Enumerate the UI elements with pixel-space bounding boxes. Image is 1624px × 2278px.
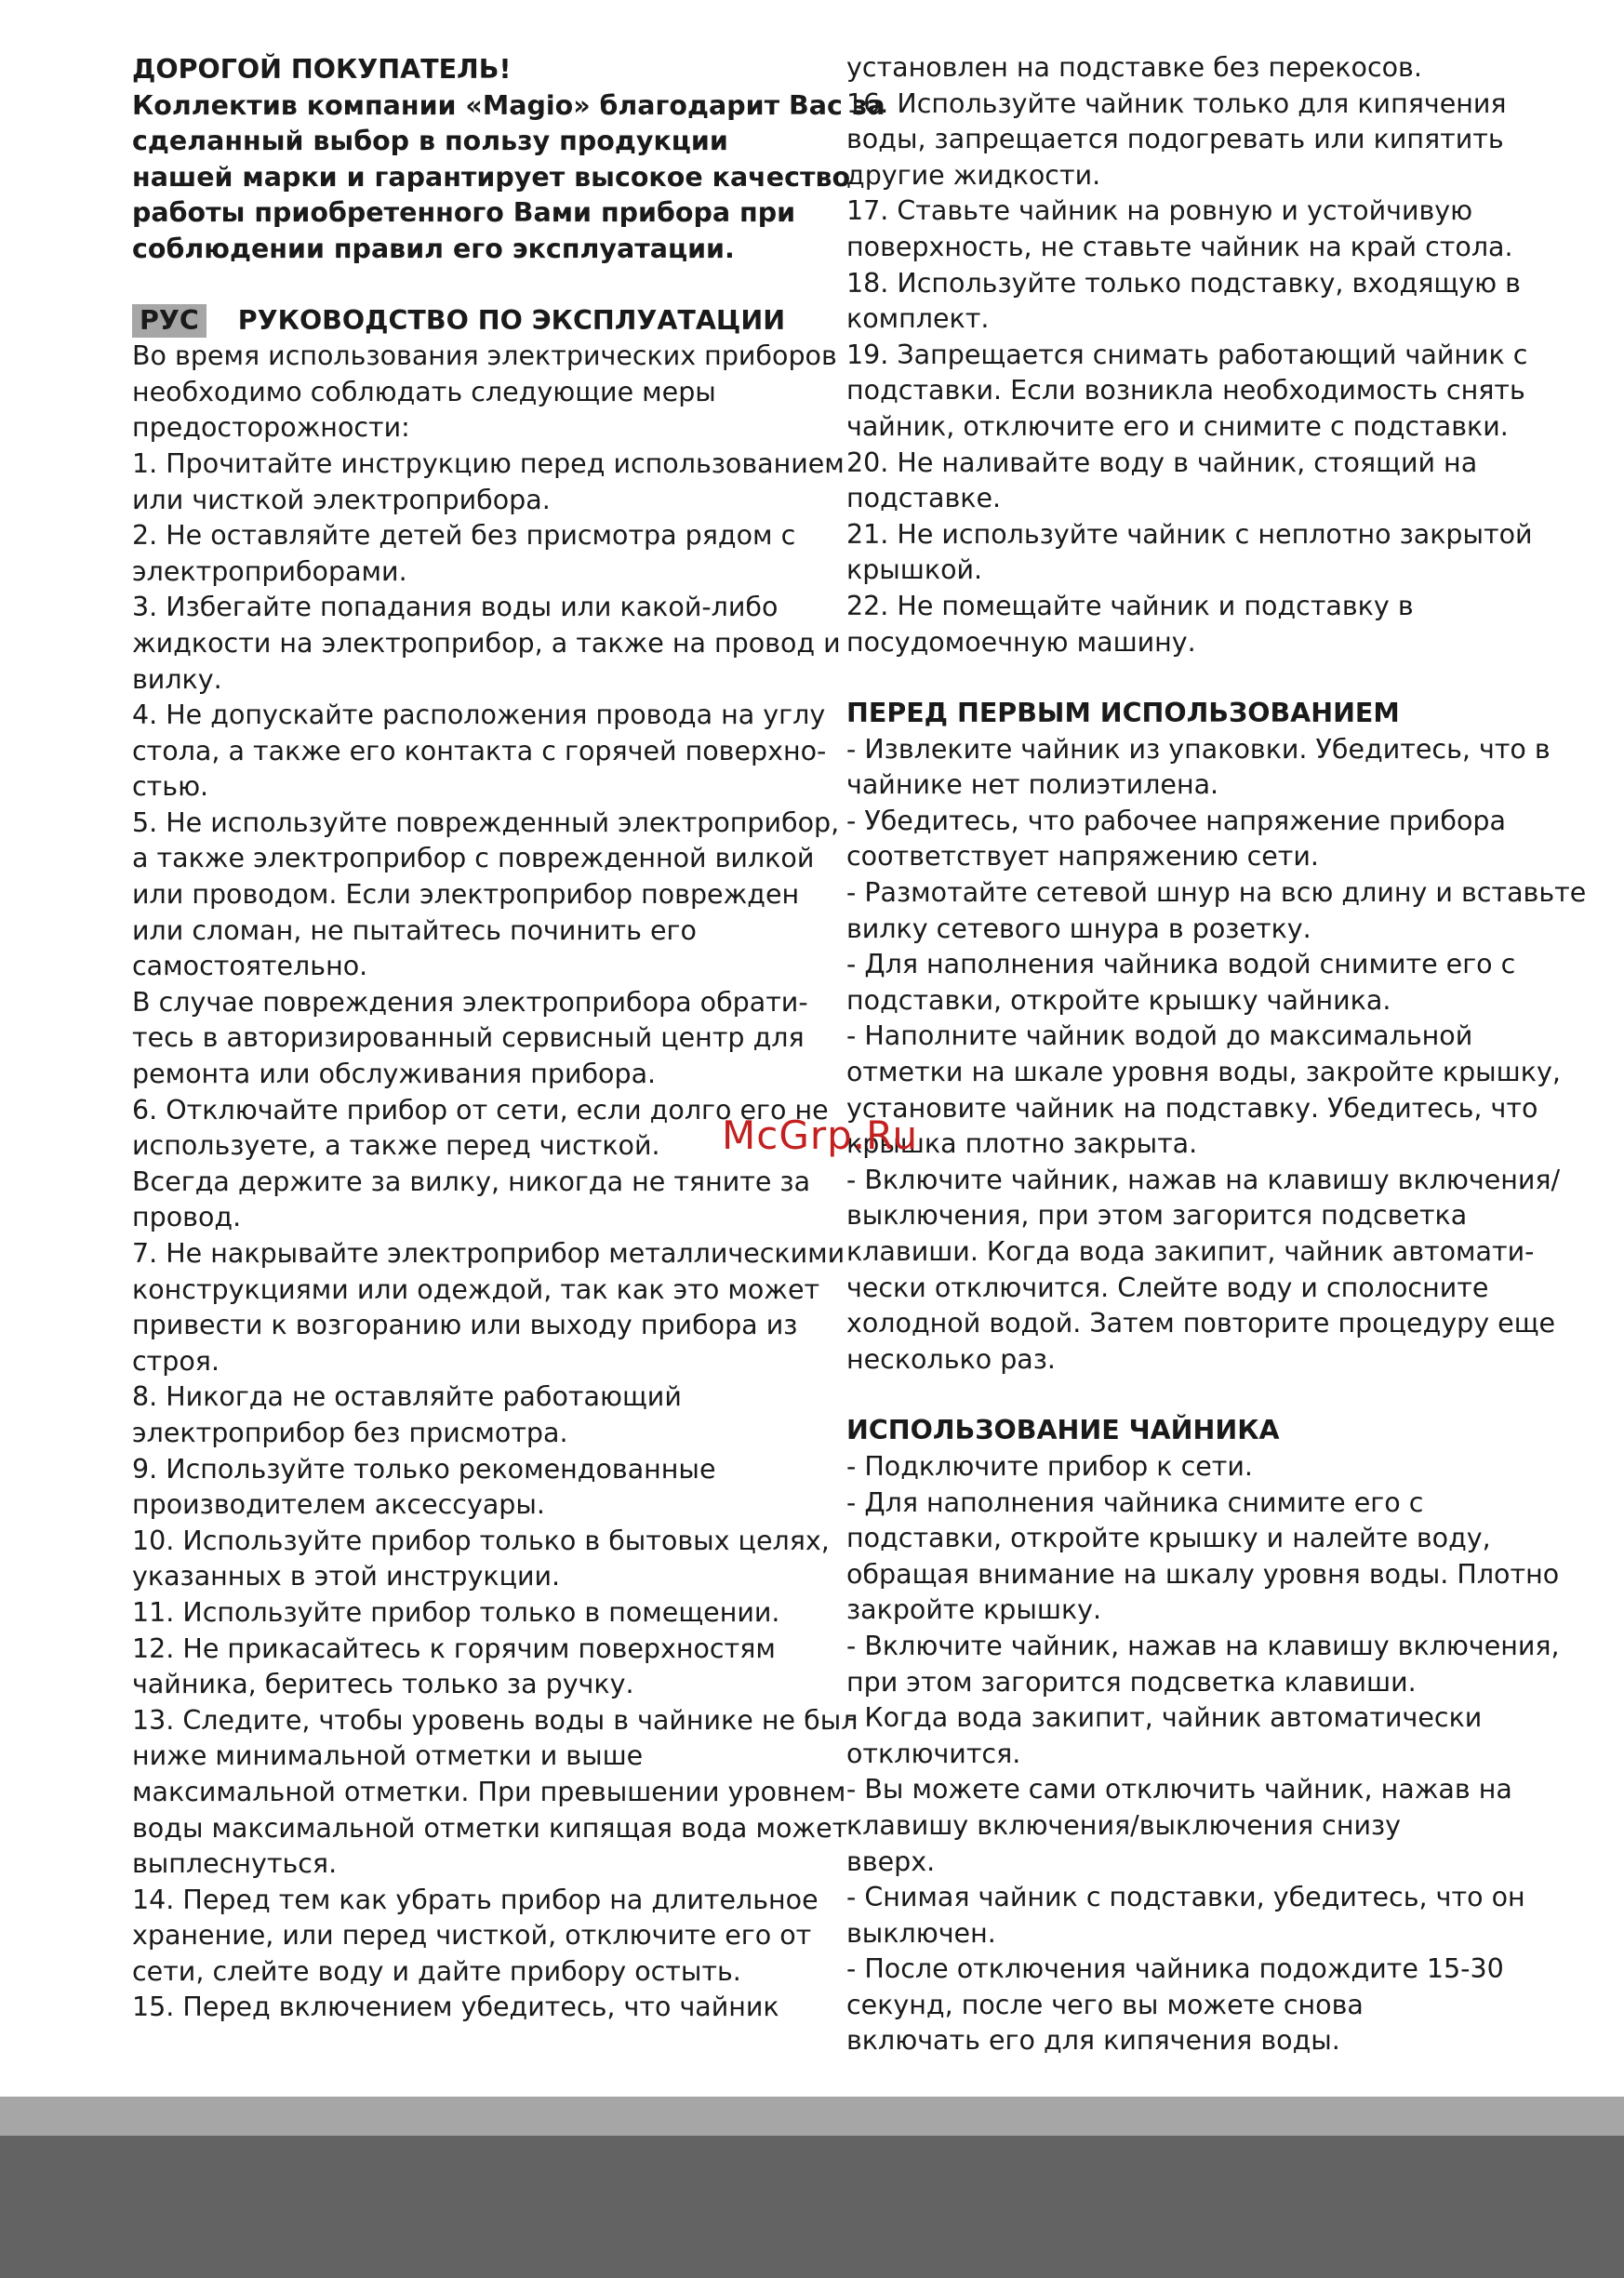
first-use-line: клавиши. Когда вода закипит, чайник автомати- xyxy=(846,1236,1535,1267)
usage-line: выключен. xyxy=(846,1917,996,1949)
instruction-line: или сломан, не пытайтесь починить его xyxy=(132,914,697,946)
usage-line: клавишу включения/выключения снизу xyxy=(846,1809,1402,1841)
language-badge: РУС xyxy=(132,304,206,338)
usage-line: секунд, после чего вы можете снова xyxy=(846,1989,1364,2020)
instruction-line: 11. Используйте прибор только в помещении. xyxy=(132,1596,780,1628)
first-use-line: отметки на шкале уровня воды, закройте крышку, xyxy=(846,1057,1561,1088)
intro-line: соблюдении правил его эксплуатации. xyxy=(132,233,735,264)
instruction-line: комплект. xyxy=(846,303,990,335)
usage-line: - Включите чайник, нажав на клавишу включения, xyxy=(846,1630,1560,1661)
first-use-line: чайнике нет полиэтилена. xyxy=(846,769,1219,801)
usage-instructions xyxy=(846,1449,1560,2059)
usage-title: ИСПОЛЬЗОВАНИЕ ЧАЙНИКА xyxy=(846,1415,1280,1446)
instruction-line: жидкости на электроприбор, а также на провод и xyxy=(132,627,841,659)
instruction-line: 3. Избегайте попадания воды или какой-либо xyxy=(132,592,779,623)
intro-line: нашей марки и гарантирует высокое качество xyxy=(132,161,851,193)
instruction-line: 16. Используйте чайник только для кипячения xyxy=(846,87,1507,119)
footer-band-dark xyxy=(0,2136,1624,2278)
usage-line: при этом загорится подсветка клавиши. xyxy=(846,1666,1417,1698)
first-use-line: чески отключится. Слейте воду и сполосните xyxy=(846,1272,1489,1303)
first-use-line: - Для наполнения чайника водой снимите его с xyxy=(846,949,1516,980)
first-use-title: ПЕРЕД ПЕРВЫМ ИСПОЛЬЗОВАНИЕМ xyxy=(846,698,1400,729)
manual-instructions-continued xyxy=(846,50,1533,660)
instruction-line: используете, а также перед чисткой. xyxy=(132,1130,660,1162)
instruction-line: посудомоечную машину. xyxy=(846,626,1196,658)
instruction-line: 8. Никогда не оставляйте работающий xyxy=(132,1381,682,1413)
instruction-line: необходимо соблюдать следующие меры xyxy=(132,376,716,407)
first-use-line: - Извлеките чайник из упаковки. Убедитесь, что в xyxy=(846,733,1551,765)
instruction-line: Всегда держите за вилку, никогда не тяните за xyxy=(132,1166,811,1197)
instruction-line: электроприбор без присмотра. xyxy=(132,1417,568,1448)
instruction-line: стола, а также его контакта с горячей поверхно- xyxy=(132,735,827,766)
intro-line: Коллектив компании «Magio» благодарит Вас за xyxy=(132,89,885,121)
instruction-line: а также электроприбор с поврежденной вилкой xyxy=(132,843,815,874)
instruction-line: 14. Перед тем как убрать прибор на длительное xyxy=(132,1884,819,1915)
instruction-line: 17. Ставьте чайник на ровную и устойчивую xyxy=(846,195,1473,227)
first-use-line: вилку сетевого шнура в розетку. xyxy=(846,913,1311,944)
instruction-line: привести к возгоранию или выходу прибора из xyxy=(132,1310,798,1341)
instruction-line: провод. xyxy=(132,1202,242,1233)
usage-line: - После отключения чайника подождите 15-30 xyxy=(846,1953,1504,1985)
instruction-line: 21. Не используйте чайник с неплотно закрытой xyxy=(846,518,1533,550)
first-use-line: - Убедитесь, что рабочее напряжение прибора xyxy=(846,805,1506,836)
usage-line: - Подключите прибор к сети. xyxy=(846,1450,1253,1482)
instruction-line: 22. Не помещайте чайник и подставку в xyxy=(846,590,1414,621)
instruction-line: выплеснуться. xyxy=(132,1848,338,1880)
instruction-line: В случае повреждения электроприбора обрати- xyxy=(132,986,808,1018)
first-use-line: подставки, откройте крышку чайника. xyxy=(846,984,1391,1016)
instruction-line: производителем аксессуары. xyxy=(132,1489,545,1521)
instruction-line: 7. Не накрывайте электроприбор металлическими xyxy=(132,1238,845,1269)
usage-line: - Когда вода закипит, чайник автоматически xyxy=(846,1702,1483,1734)
instruction-line: вилку. xyxy=(132,663,222,695)
instruction-line: поверхность, не ставьте чайник на край стола. xyxy=(846,231,1513,262)
instruction-line: ниже минимальной отметки и выше xyxy=(132,1740,644,1772)
watermark: McGrp.Ru xyxy=(722,1112,919,1158)
instruction-line: самостоятельно. xyxy=(132,951,368,982)
instruction-line: 1. Прочитайте инструкцию перед использованием xyxy=(132,447,845,479)
instruction-line: воды, запрещается подогревать или кипятить xyxy=(846,124,1504,155)
intro-line: сделанный выбор в пользу продукции xyxy=(132,126,728,157)
instruction-line: чайник, отключите его и снимите с подставки. xyxy=(846,410,1509,442)
usage-line: обращая внимание на шкалу уровня воды. Плотно xyxy=(846,1558,1560,1590)
usage-line: - Снимая чайник с подставки, убедитесь, что он xyxy=(846,1882,1525,1913)
first-use-line: соответствует напряжению сети. xyxy=(846,841,1319,873)
instruction-line: 4. Не допускайте расположения провода на углу xyxy=(132,699,826,731)
usage-line: подставки, откройте крышку и налейте воду, xyxy=(846,1523,1491,1554)
first-use-instructions xyxy=(846,732,1587,1379)
instruction-line: или чисткой электроприбора. xyxy=(132,484,551,515)
instruction-line: Во время использования электрических приборов xyxy=(132,340,837,372)
instruction-line: 19. Запрещается снимать работающий чайник с xyxy=(846,339,1528,370)
usage-line: вверх. xyxy=(846,1845,936,1877)
instruction-line: 6. Отключайте прибор от сети, если долго его не xyxy=(132,1094,829,1126)
instruction-line: другие жидкости. xyxy=(846,159,1101,191)
instruction-line: тесь в авторизированный сервисный центр для xyxy=(132,1022,805,1054)
usage-line: - Для наполнения чайника снимите его с xyxy=(846,1486,1424,1518)
manual-title: РУКОВОДСТВО ПО ЭКСПЛУАТАЦИИ xyxy=(237,304,786,336)
instruction-line: конструкциями или одеждой, так как это может xyxy=(132,1273,820,1305)
first-use-line: холодной водой. Затем повторите процедуру еще xyxy=(846,1308,1556,1339)
instruction-line: 2. Не оставляйте детей без присмотра рядом с xyxy=(132,520,796,552)
instruction-line: 12. Не прикасайтесь к горячим поверхностям xyxy=(132,1632,776,1664)
instruction-line: 15. Перед включением убедитесь, что чайник xyxy=(132,1992,779,2023)
first-use-line: несколько раз. xyxy=(846,1343,1056,1375)
instruction-line: ремонта или обслуживания прибора. xyxy=(132,1059,657,1090)
instruction-line: 13. Следите, чтобы уровень воды в чайнике не был xyxy=(132,1704,859,1736)
first-use-line: - Размотайте сетевой шнур на всю длину и вставьте xyxy=(846,877,1587,909)
intro-line: ДОРОГОЙ ПОКУПАТЕЛЬ! xyxy=(132,54,512,85)
first-use-line: выключения, при этом загорится подсветка xyxy=(846,1200,1468,1232)
instruction-line: крышкой. xyxy=(846,554,983,586)
usage-line: включать его для кипячения воды. xyxy=(846,2025,1340,2057)
instruction-line: максимальной отметки. При превышении уровнем xyxy=(132,1776,846,1807)
usage-line: - Вы можете сами отключить чайник, нажав на xyxy=(846,1774,1512,1805)
instruction-line: сети, слейте воду и дайте прибору остыть. xyxy=(132,1955,741,1987)
instruction-line: предосторожности: xyxy=(132,412,410,444)
instruction-line: воды максимальной отметки кипящая вода может xyxy=(132,1812,848,1844)
instruction-line: или проводом. Если электроприбор поврежден xyxy=(132,879,800,911)
instruction-line: 20. Не наливайте воду в чайник, стоящий на xyxy=(846,446,1478,478)
instruction-line: подставке. xyxy=(846,483,1002,514)
instruction-line: электроприборами. xyxy=(132,555,407,587)
instruction-line: строя. xyxy=(132,1345,220,1377)
instruction-line: 10. Используйте прибор только в бытовых целях, xyxy=(132,1525,830,1556)
instruction-line: стью. xyxy=(132,771,209,803)
instruction-line: 18. Используйте только подставку, входящую в xyxy=(846,267,1521,299)
first-use-line: - Наполните чайник водой до максимальной xyxy=(846,1020,1473,1052)
right-column xyxy=(846,50,1587,2059)
intro-block xyxy=(132,52,885,268)
manual-heading xyxy=(132,303,811,340)
usage-line: закройте крышку. xyxy=(846,1594,1102,1626)
instruction-line: подставки. Если возникла необходимость снять xyxy=(846,375,1525,406)
first-use-line: крышка плотно закрыта. xyxy=(846,1128,1198,1160)
first-use-line: установите чайник на подставку. Убедитесь, что xyxy=(846,1092,1538,1124)
footer-band-light xyxy=(0,2097,1624,2136)
usage-line: отключится. xyxy=(846,1738,1021,1769)
instruction-line: чайника, беритесь только за ручку. xyxy=(132,1669,634,1700)
first-use-line: - Включите чайник, нажав на клавишу включения/ xyxy=(846,1164,1561,1195)
instruction-line: установлен на подставке без перекосов. xyxy=(846,52,1422,83)
instruction-line: 5. Не используйте поврежденный электроприбор, xyxy=(132,806,840,838)
intro-line: работы приобретенного Вами прибора при xyxy=(132,197,796,229)
instruction-line: хранение, или перед чисткой, отключите его от xyxy=(132,1920,812,1952)
instruction-line: 9. Используйте только рекомендованные xyxy=(132,1453,716,1485)
instruction-line: указанных в этой инструкции. xyxy=(132,1561,561,1592)
